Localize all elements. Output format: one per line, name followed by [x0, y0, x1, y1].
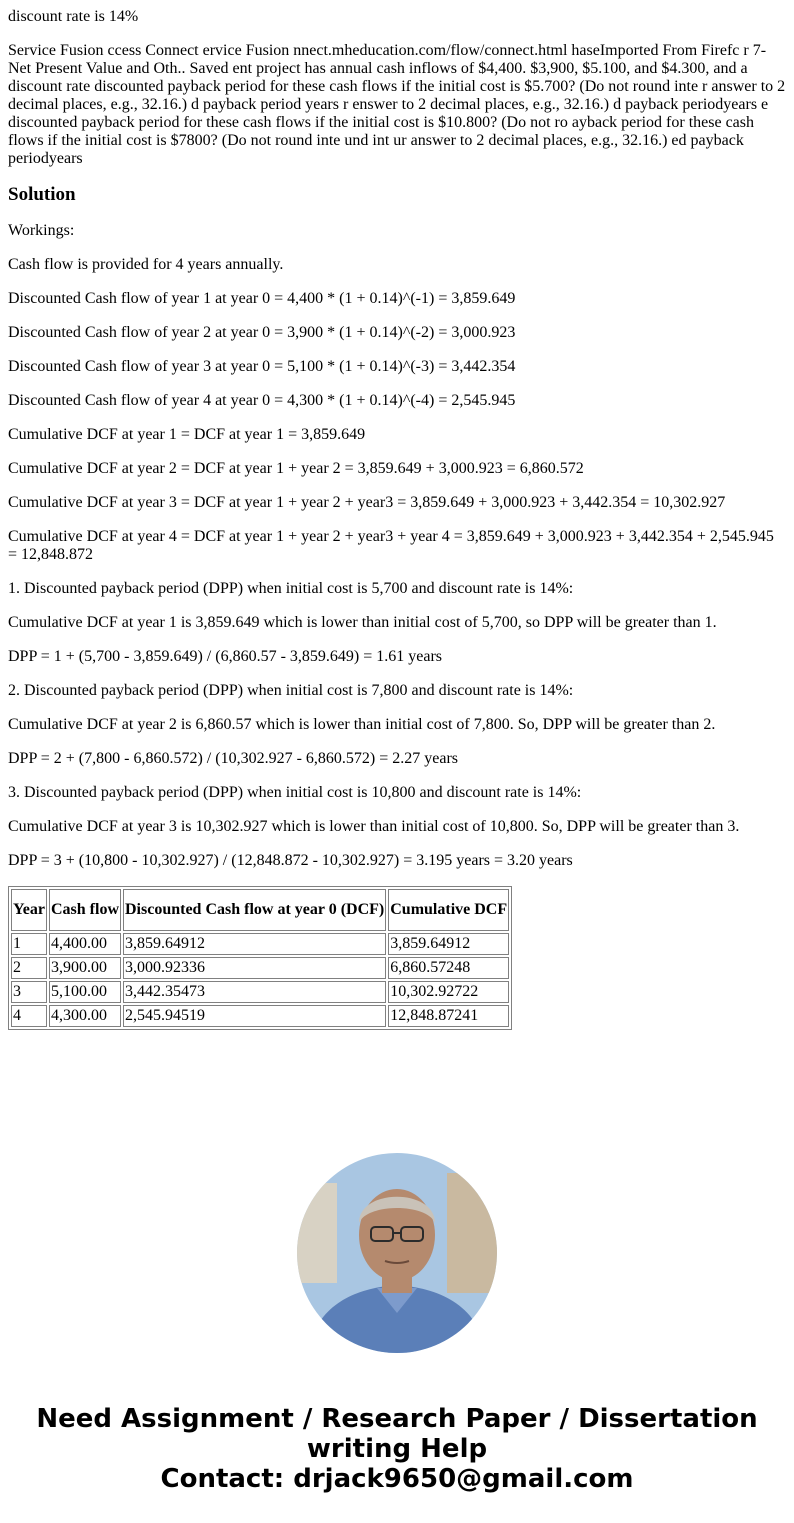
solution-body — [8, 222, 786, 870]
solution-paragraph: Discounted Cash flow of year 1 at year 0 = 4,400 * (1 + 0.14)^(-1) = 3,859.649 — [8, 290, 516, 307]
question-body: Service Fusion ccess Connect ervice Fusion nnect.mheducation.com/flow/connect.html haseImported From Firefc r 7- Net Present Value and Oth.. Saved ent project has annual cash inflows of $4,400. $3,900, $5.100, and $4.300, and a discount rate discounted payback period for these cash flows if the initial cost is $5.700? (Do not round inte r answer to 2 decimal places, e.g., 32.16.) d payback period years r enswer to 2 decimal places, e.g., 32.16.) d payback periodyears e discounted payback period for these cash flows if the initial cost is $10.800? (Do not ro ayback period for these cash flows if the initial cost is $7800? (Do not round inte und int ur answer to 2 decimal places, e.g., 32.16.) ed payback periodyears — [8, 42, 786, 167]
cell-cumulative-dcf: 10,302.92722 — [388, 981, 509, 1003]
cell-dcf: 2,545.94519 — [123, 1005, 386, 1027]
cell-dcf: 3,442.35473 — [123, 981, 386, 1003]
solution-paragraph: Discounted Cash flow of year 2 at year 0 = 3,900 * (1 + 0.14)^(-2) = 3,000.923 — [8, 324, 516, 341]
solution-paragraph: Cumulative DCF at year 4 = DCF at year 1 + year 2 + year3 + year 4 = 3,859.649 + 3,000.923 + 3,442.354 + 2,545.945 = 12,848.872 — [8, 528, 774, 563]
cell-cash-flow: 4,300.00 — [49, 1005, 121, 1027]
table-header-year: Year — [11, 889, 47, 931]
cell-year: 4 — [11, 1005, 47, 1027]
table-row — [11, 933, 509, 955]
cell-cash-flow: 5,100.00 — [49, 981, 121, 1003]
cell-year: 3 — [11, 981, 47, 1003]
author-portrait-icon — [297, 1153, 497, 1353]
dcf-table — [8, 886, 512, 1030]
solution-paragraph: Cumulative DCF at year 3 = DCF at year 1 + year 2 + year3 = 3,859.649 + 3,000.923 + 3,442.354 = 10,302.927 — [8, 494, 726, 511]
solution-paragraph: Cumulative DCF at year 1 = DCF at year 1 = 3,859.649 — [8, 426, 366, 443]
question-line: discount rate is 14% — [8, 8, 139, 25]
solution-paragraph: DPP = 2 + (7,800 - 6,860.572) / (10,302.927 - 6,860.572) = 2.27 years — [8, 750, 458, 767]
table-row — [11, 957, 509, 979]
table-header-cash-flow: Cash flow — [49, 889, 121, 931]
footer-line-1: Need Assignment / Research Paper / Dissertation — [36, 1404, 758, 1434]
solution-paragraph: Cumulative DCF at year 3 is 10,302.927 which is lower than initial cost of 10,800. So, DPP will be greater than 3. — [8, 818, 740, 835]
solution-paragraph: DPP = 1 + (5,700 - 3,859.649) / (6,860.57 - 3,859.649) = 1.61 years — [8, 648, 442, 665]
cell-year: 2 — [11, 957, 47, 979]
solution-paragraph: Cumulative DCF at year 2 is 6,860.57 which is lower than initial cost of 7,800. So, DPP will be greater than 2. — [8, 716, 716, 733]
cell-cumulative-dcf: 3,859.64912 — [388, 933, 509, 955]
solution-paragraph: Workings: — [8, 222, 75, 239]
document-content — [8, 8, 786, 1030]
solution-paragraph: Cumulative DCF at year 1 is 3,859.649 which is lower than initial cost of 5,700, so DPP will be greater than 1. — [8, 614, 717, 631]
solution-paragraph: DPP = 3 + (10,800 - 10,302.927) / (12,848.872 - 10,302.927) = 3.195 years = 3.20 years — [8, 852, 573, 869]
author-avatar — [297, 1153, 497, 1353]
table-header-row — [11, 889, 509, 931]
solution-paragraph: Cumulative DCF at year 2 = DCF at year 1 + year 2 = 3,859.649 + 3,000.923 = 6,860.572 — [8, 460, 584, 477]
cell-cumulative-dcf: 12,848.87241 — [388, 1005, 509, 1027]
solution-paragraph: Discounted Cash flow of year 4 at year 0 = 4,300 * (1 + 0.14)^(-4) = 2,545.945 — [8, 392, 516, 409]
table-row — [11, 1005, 509, 1027]
solution-paragraph: 2. Discounted payback period (DPP) when initial cost is 7,800 and discount rate is 14%: — [8, 682, 574, 699]
solution-paragraph: 1. Discounted payback period (DPP) when initial cost is 5,700 and discount rate is 14%: — [8, 580, 574, 597]
cell-cumulative-dcf: 6,860.57248 — [388, 957, 509, 979]
footer-contact: Contact: drjack9650@gmail.com — [160, 1464, 634, 1494]
cell-dcf: 3,000.92336 — [123, 957, 386, 979]
table-header-cumulative-dcf: Cumulative DCF — [388, 889, 509, 931]
solution-heading: Solution — [8, 184, 76, 205]
solution-paragraph: Cash flow is provided for 4 years annually. — [8, 256, 284, 273]
cell-year: 1 — [11, 933, 47, 955]
solution-paragraph: 3. Discounted payback period (DPP) when initial cost is 10,800 and discount rate is 14%: — [8, 784, 582, 801]
cell-dcf: 3,859.64912 — [123, 933, 386, 955]
solution-paragraph: Discounted Cash flow of year 3 at year 0 = 5,100 * (1 + 0.14)^(-3) = 3,442.354 — [8, 358, 516, 375]
cell-cash-flow: 4,400.00 — [49, 933, 121, 955]
footer-line-2: writing Help — [306, 1434, 488, 1464]
table-header-dcf: Discounted Cash flow at year 0 (DCF) — [123, 889, 386, 931]
table-row — [11, 981, 509, 1003]
cell-cash-flow: 3,900.00 — [49, 957, 121, 979]
footer-contact-banner — [0, 1404, 794, 1494]
